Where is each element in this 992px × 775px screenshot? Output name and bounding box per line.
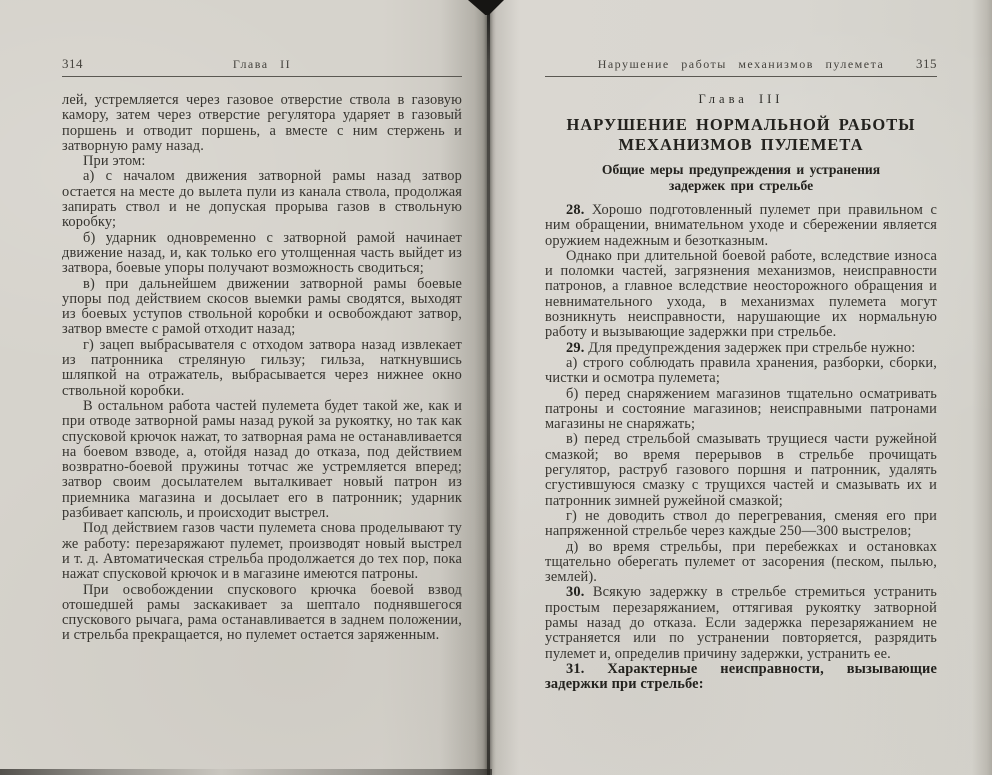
right-page-number: 315 (916, 56, 937, 71)
paragraph: а) строго соблюдать правила хранения, разборки, сборки, чистки и осмотра пулемета; (545, 354, 937, 387)
right-running-title: Нарушение работы механизмов пулемета (597, 57, 885, 71)
paragraph-number: 28. (566, 202, 592, 218)
paragraph: в) перед стрельбой смазывать трущиеся части ружейной смазкой; во время перерывов в стрельбе прочищать регулятор, раструб газового поршня и патронник, удалять сгустившуюся смазку с трущихся частей и смазывать их и патронник зимней ружейной смазкой; (545, 431, 937, 509)
section-subtitle-line2: задержек при стрельбе (668, 178, 814, 193)
paragraph: а) с началом движения затворной рамы назад затвор остается на месте до вылета пули из канала ствола, продолжая запирать ствол и не допуская прорыва газов в ствольную коробку; (62, 168, 462, 231)
paragraph: 31. Характерные неисправности, вызывающие задержки при стрельбе: (545, 660, 938, 693)
chapter-label: Глава III (698, 92, 784, 106)
paragraph: 30. Всякую задержку в стрельбе стремиться устранить простым перезаряжанием, оттягивая рукоятку затворной рамы назад до отказа. Если задержка перезаряжанием не устраняется или по устранении повторяется, разрядить пулемет и, определив причину задержки, устранить ее. (545, 584, 938, 662)
paragraph-number: 29. (566, 339, 589, 356)
bottom-edge-shadow (0, 769, 492, 775)
paragraph: Под действием газов части пулемета снова проделывают ту же работу: перезаряжают пулемет, производят новый выстрел и т. д. Автоматическая стрельба продолжается до тех пор, пока нажат спусковой крючок и в магазине имеются патроны. (62, 520, 462, 583)
left-page-text-block (62, 56, 462, 644)
paragraph: в) при дальнейшем движении затворной рамы боевые упоры под действием скосов выемки рамы сводятся, выходят из боевых уступов ствольной коробки и освобождают затвор, затвор вместе с рамой отходит назад; (62, 275, 462, 338)
book-spine-gutter (487, 0, 490, 775)
chapter-title-line2: МЕХАНИЗМОВ ПУЛЕМЕТА (618, 135, 864, 154)
section-subtitle (545, 162, 937, 194)
paragraph-number: 30. (566, 584, 593, 601)
paragraph: б) перед снаряжением магазинов тщательно осматривать патроны и состояние магазинов; неисправными патронами магазины не снаряжать; (545, 385, 937, 433)
paragraph-number: 31. (566, 660, 608, 677)
right-running-header (545, 56, 937, 77)
paragraph: В остальном работа частей пулемета будет такой же, как и при отводе затворной рамы назад рукой за рукоятку, но так как спусковой крючок нажат, то затворная рама не останавливается на боевом взводе, а, отойдя назад до отказа, под действием возвратно-боевой пружины тотчас же устремляется вперед; затвор своим досылателем выталкивает новый патрон из приемника магазина и досылает его в патронник; ударник разбивает капсюль, и происходит выстрел. (62, 397, 462, 522)
right-page-body (545, 203, 937, 693)
paragraph: лей, устремляется через газовое отверстие ствола в газовую камору, затем через отверстие регулятора ударяет в газовый поршень и отводит поршень, а вместе с ним стержень и затворную раму назад. (62, 92, 462, 154)
paragraph: При освобождении спускового крючка боевой взвод отошедшей рамы заскакивает за шептало поднявшегося спускового рычага, рама останавливается в заднем положении, и стрельба прекращается, но пулемет остается заряженным. (62, 581, 462, 644)
section-subtitle-line1: Общие меры предупреждения и устранения (601, 162, 881, 177)
left-page (0, 0, 489, 775)
right-page (489, 0, 992, 775)
right-page-text-block (545, 56, 937, 693)
paragraph: г) зацеп выбрасывателя с отходом затвора назад извлекает из патронника стреляную гильзу; гильза, наткнувшись шляпкой на отражатель, выбрасывается через нижнее окно ствольной коробки. (62, 336, 462, 399)
paragraph: 28. Хорошо подготовленный пулемет при правильном с ним обращении, внимательном уходе и сбережении является оружием надежным и безотказным. (545, 202, 937, 249)
chapter-title-line1: НАРУШЕНИЕ НОРМАЛЬНОЙ РАБОТЫ (566, 115, 916, 134)
left-page-body (62, 93, 462, 644)
paragraph: При этом: (83, 153, 146, 170)
paragraph: г) не доводить ствол до перегревания, сменяя его при напряженной стрельбе через каждые 250—300 выстрелов; (545, 507, 937, 540)
paragraph: Однако при длительной боевой работе, вследствие износа и поломки частей, загрязнения механизмов, неисправности патронов, а главное вследствие неосторожного обращения и невнимательного ухода, в механизмах пулемета могут возникнуть неисправности, нарушающие их нормальную работу и вызывающие задержки при стрельбе. (545, 247, 937, 341)
left-page-number: 314 (62, 56, 83, 71)
left-running-title: Глава II (232, 57, 292, 71)
paragraph: б) ударник одновременно с затворной рамой начинает движение назад, и, как только его утолщенная часть выйдет из затвора, боевые упоры получают возможность сводиться; (62, 229, 462, 277)
paragraph: 29. Для предупреждения задержек при стрельбе нужно: (566, 339, 916, 356)
paragraph: д) во время стрельбы, при перебежках и остановках тщательно оберегать пулемет от засорения (песком, пылью, землей). (545, 538, 937, 586)
left-running-header (62, 56, 462, 77)
chapter-title (545, 115, 937, 155)
